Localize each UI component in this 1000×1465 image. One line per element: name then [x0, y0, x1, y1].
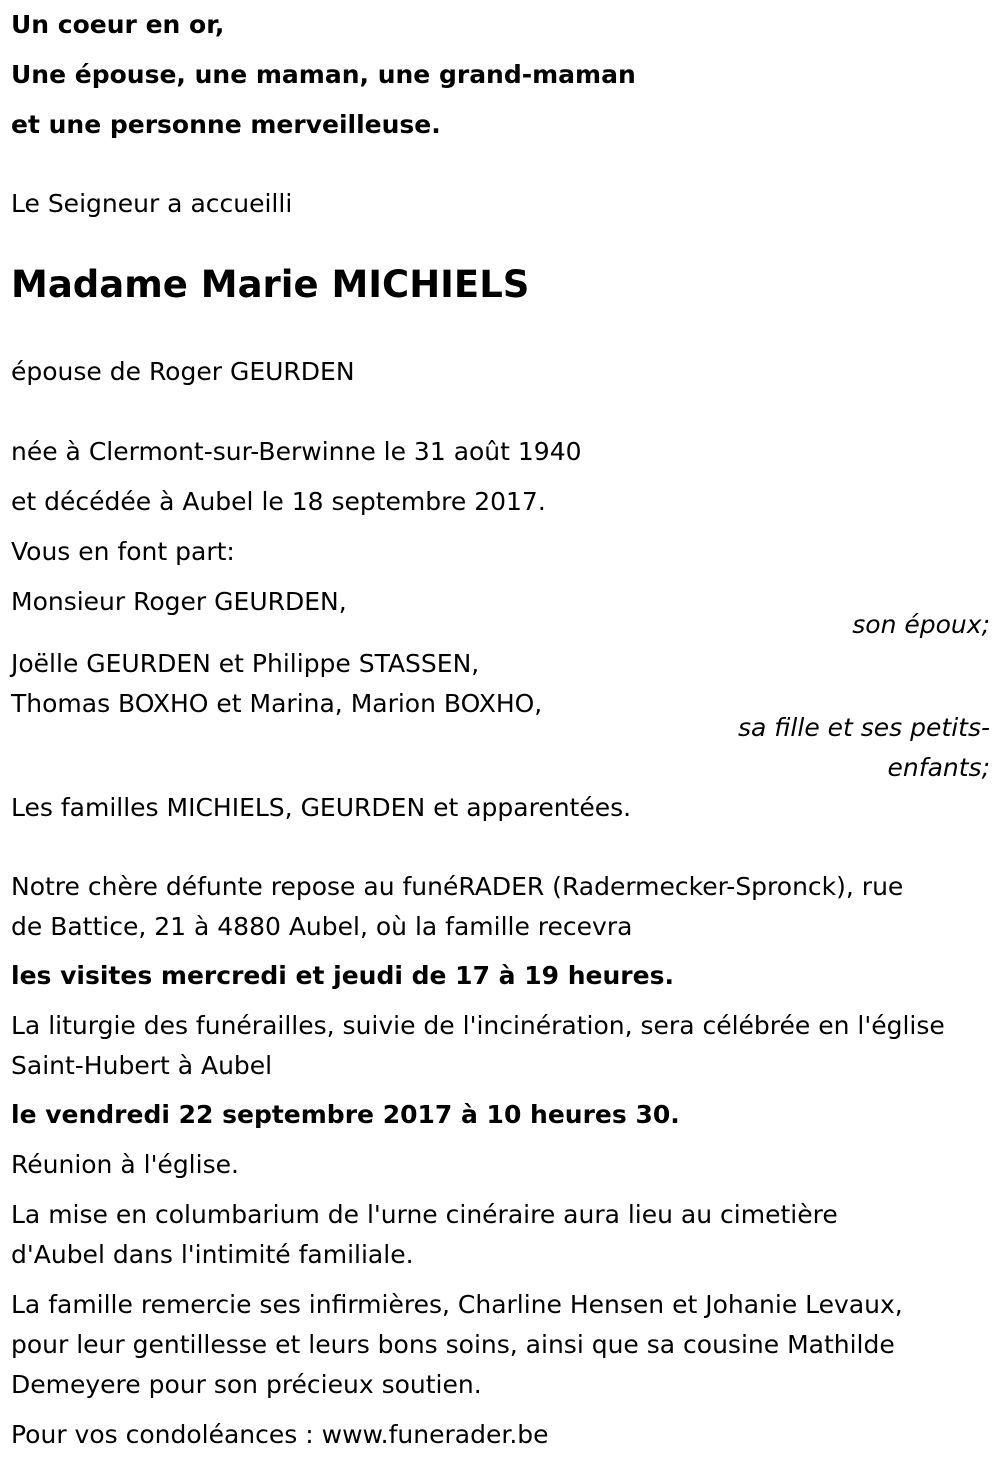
announce-line: Vous en font part:: [11, 537, 235, 566]
family-member-spouse: Monsieur Roger GEURDEN,: [11, 587, 347, 616]
header-line-1: Un coeur en or,: [11, 10, 225, 39]
birth-line: née à Clermont-sur-Berwinne le 31 août 1940: [11, 437, 582, 466]
rest-line-1: Notre chère défunte repose au funéRADER (Radermecker-Spronck), rue: [11, 872, 904, 901]
death-line: et décédée à Aubel le 18 septembre 2017.: [11, 487, 546, 516]
columbarium-line-2: d'Aubel dans l'intimité familiale.: [11, 1240, 414, 1269]
funeral-date-line: le vendredi 22 septembre 2017 à 10 heures 30.: [11, 1100, 680, 1129]
visits-line: les visites mercredi et jeudi de 17 à 19 heures.: [11, 961, 674, 990]
intro-text: Le Seigneur a accueilli: [11, 189, 293, 218]
relation-children-1: sa fille et ses petits-: [737, 713, 990, 742]
header-line-3: et une personne merveilleuse.: [11, 110, 441, 139]
relation-spouse: son époux;: [852, 610, 990, 639]
liturgy-line-2: Saint-Hubert à Aubel: [11, 1051, 273, 1080]
thanks-line-3: Demeyere pour son précieux soutien.: [11, 1370, 482, 1399]
header-line-2: Une épouse, une maman, une grand-maman: [11, 60, 636, 89]
families-line: Les familles MICHIELS, GEURDEN et apparentées.: [11, 793, 632, 822]
deceased-name: Madame Marie MICHIELS: [11, 263, 530, 306]
rest-line-2: de Battice, 21 à 4880 Aubel, où la famille recevra: [11, 912, 633, 941]
condolences-line: Pour vos condoléances : www.funerader.be: [11, 1420, 549, 1449]
relation-children-2: enfants;: [887, 753, 990, 782]
spouse-line: épouse de Roger GEURDEN: [11, 357, 355, 386]
family-member-children-2: Thomas BOXHO et Marina, Marion BOXHO,: [11, 689, 543, 718]
liturgy-line-1: La liturgie des funérailles, suivie de l'incinération, sera célébrée en l'église: [11, 1011, 945, 1040]
thanks-line-1: La famille remercie ses infirmières, Charline Hensen et Johanie Levaux,: [11, 1290, 903, 1319]
family-member-children-1: Joëlle GEURDEN et Philippe STASSEN,: [11, 649, 480, 678]
meeting-line: Réunion à l'église.: [11, 1150, 239, 1179]
thanks-line-2: pour leur gentillesse et leurs bons soins, ainsi que sa cousine Mathilde: [11, 1330, 895, 1359]
columbarium-line-1: La mise en columbarium de l'urne cinéraire aura lieu au cimetière: [11, 1200, 838, 1229]
